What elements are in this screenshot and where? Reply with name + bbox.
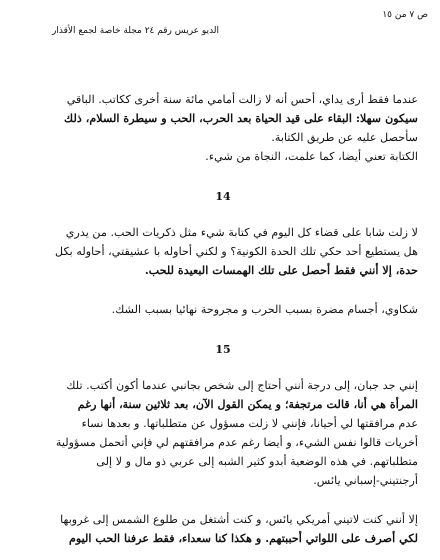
running-header: الديو عريس رقم ٢٤ مجلة خاصة لجمع الأقذار xyxy=(52,26,220,36)
paragraph-5 xyxy=(28,510,418,548)
paragraph-3 xyxy=(28,300,418,319)
text-line: أرجنتيني-إسباني يائس. xyxy=(313,474,418,487)
text-line: أخريات قالوا نفس الشيء، و أيضا رغم عدم مرافقتهم لي فإني أتحمل مسؤولية xyxy=(55,436,418,449)
paragraph-4 xyxy=(28,376,418,490)
section-number-15: 15 xyxy=(215,343,231,356)
text-line: متطلباتهم. في هذه الوضعية أبدو كثير الشبه إلى عربي ذو مال و لا إلى xyxy=(96,455,418,468)
text-line: المرأة هي أنا، قالت مرتجفة؛ و يمكن القول الآن، بعد ثلاثين سنة، أنها رغم xyxy=(77,397,418,411)
text-line: سأحصل عليه عن طريق الكتابة. xyxy=(271,131,418,144)
paragraph-1 xyxy=(28,90,418,166)
text-line: سيكون سهلا: البقاء على قيد الحياة بعد الحرب، الحب و سيطرة السلام، ذلك xyxy=(64,111,418,125)
text-line: إلا أنني كنت لاتيني أمريكي يائس، و كنت أشتغل من طلوع الشمس إلى غروبها xyxy=(60,513,418,526)
text-line: لا زلت شابا على قضاء كل اليوم في كتابة شيء مثل ذكريات الحب. من يدري xyxy=(65,226,418,239)
text-line: حدة، إلا أنني فقط أحصل على تلك الهمسات البعيدة للحب. xyxy=(144,263,418,277)
page-number: ص ٧ من ١٥ xyxy=(382,10,428,20)
text-line: لكي أصرف على اللواتي أحببتهم. و هكذا كنا سعداء، فقط عرفنا الحب اليوم xyxy=(68,531,418,545)
paragraph-2 xyxy=(28,223,418,280)
text-line: شكاوي، أجسام مضرة بسبب الحرب و مجروحة نهائيا بسبب الشك. xyxy=(111,303,418,316)
text-line: إنني جد جبان، إلى درجة أنني أحتاج إلى شخص بجانبي عندما أكون أكتب. تلك xyxy=(66,379,418,392)
text-line: هل يستطيع أحد حكي تلك الحدة الكونية؟ و لكني أحاوله با عشيقتي، أحاوله بكل xyxy=(55,245,418,258)
page-body xyxy=(28,90,418,548)
section-number-14: 14 xyxy=(215,190,231,203)
text-line: عندما فقط أرى يداي، أحس أنه لا زالت أمامي مائة سنة أخرى ككاتب. الباقي xyxy=(66,93,418,106)
text-line: الكتابة تعني أيضا، كما علمت، النجاة من شيء. xyxy=(205,150,418,163)
text-line: عدم مرافقتها لي أحيانا، فإنني لا زلت مسؤول عن متطلباتها. و بعدها نساء xyxy=(81,417,418,430)
